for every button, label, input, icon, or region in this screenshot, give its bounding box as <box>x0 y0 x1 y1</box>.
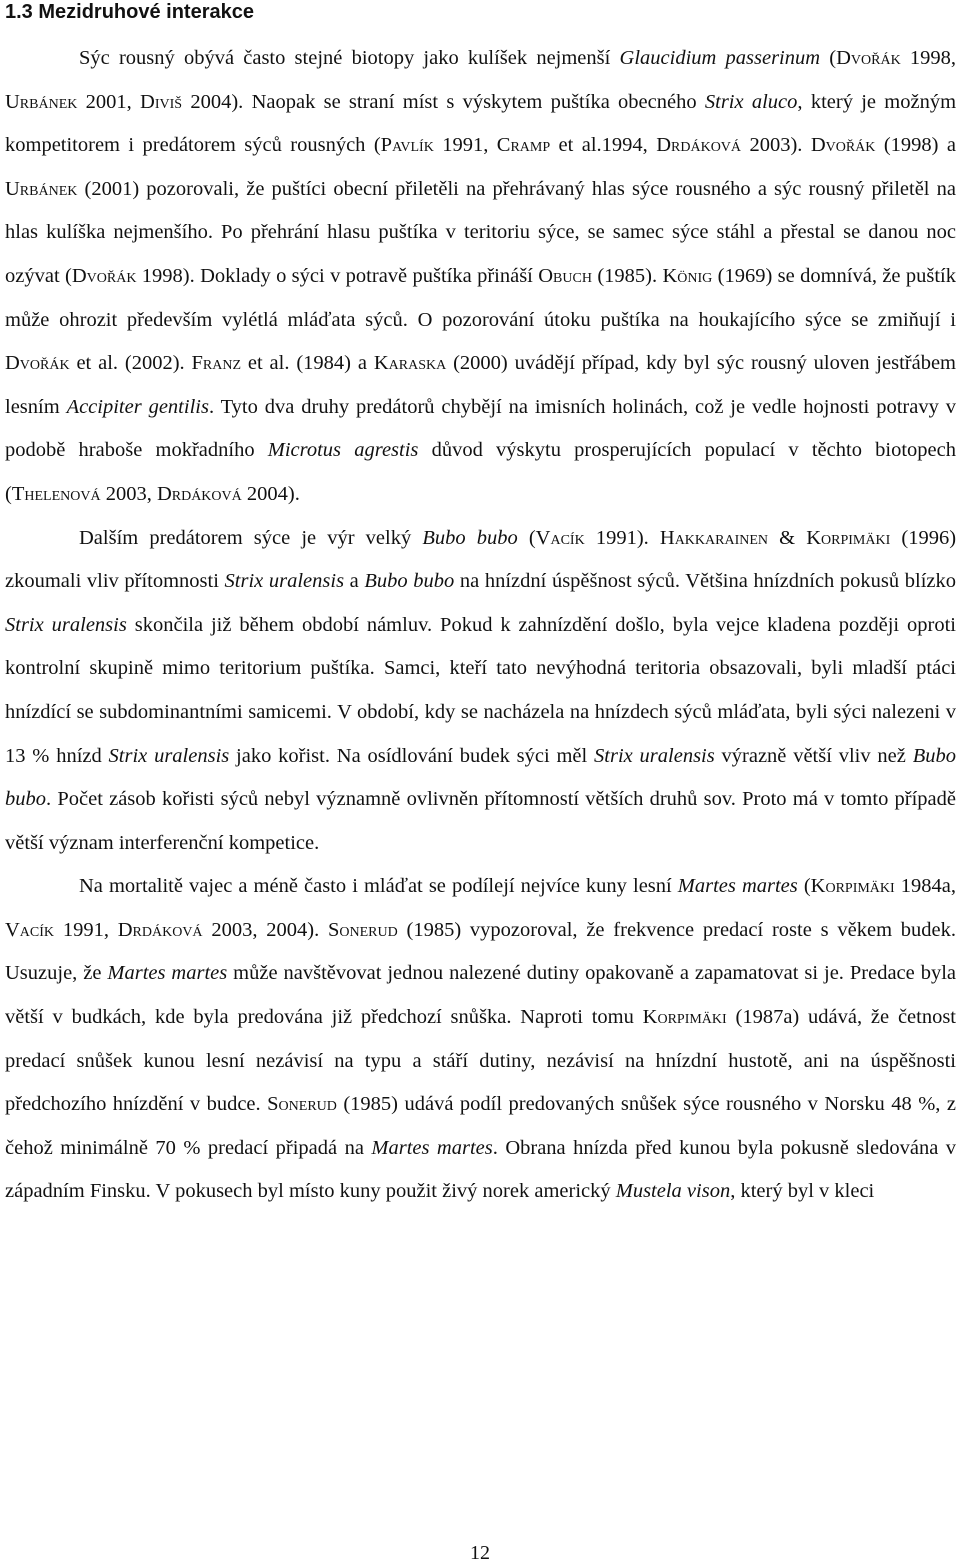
section-heading: 1.3 Mezidruhové interakce <box>5 1 254 23</box>
text-run: 2003, 2004). <box>202 918 328 941</box>
text-run: & <box>768 526 807 549</box>
text-run: Sýc rousný obývá často stejné biotopy jako kulíšek nejmenší <box>79 47 620 69</box>
author-name: Drdáková <box>117 918 203 941</box>
species-name: Strix uralensis <box>108 744 230 767</box>
author-name: Sonerud <box>327 918 398 941</box>
author-name: Obuch <box>538 264 592 287</box>
text-run: ( <box>517 526 536 549</box>
text-run: 1998, <box>900 47 957 69</box>
text-run: . Obrana hnízda před kunou byla pokusně sledována v západním Finsku. V pokusech byl místo kuny použit živý norek americký <box>5 1136 956 1203</box>
text-run: (1985). <box>591 264 663 287</box>
text-run: může navštěvovat jednou nalezené dutiny opakovaně a zapamatovat si je. Predace byla větší v budkách, kde byla predována již předchozí snůška. Naproti tomu <box>5 962 956 1029</box>
text-run: důvod výskytu prosperujících populací v těchto biotopech ( <box>5 439 956 505</box>
author-name: Franz <box>191 352 242 375</box>
text-run: 1991). <box>584 526 660 549</box>
text-run: ( <box>820 47 837 69</box>
species-name: Strix uralensis <box>5 613 127 636</box>
author-name: Pavlík <box>380 134 434 157</box>
species-name: Bubo bubo <box>422 526 518 549</box>
author-name: Korpimäki <box>642 1006 727 1029</box>
text-run: skončila již během období námluv. Pokud k zahnízdění došlo, byla vejce kladena později oproti kontrolní skupině mimo teritorium puštíka. Samci, kteří tato nevýhodná teritoria obsazovali, byli mladší ptáci hnízdící se subdominantními samicemi. V období, kdy se nacházela na hnízdech sýců mláďata, byli sýci nalezeni v 13 % hnízd <box>5 613 956 767</box>
text-run: , který byl v kleci <box>730 1180 875 1203</box>
text-run: Na mortalitě vajec a méně často i mláďat se podílejí nejvíce kuny lesní <box>79 875 678 898</box>
author-name: Drdáková <box>156 482 242 505</box>
text-run: výrazně větší vliv než <box>714 744 913 767</box>
text-run: et al. (1984) a <box>241 352 374 375</box>
text-run: , který je možným kompetitorem i predátorem sýců rousných ( <box>5 90 957 157</box>
text-run: . Počet zásob kořisti sýců nebyl významně ovlivněn přítomností větších druhů sov. Proto má v tomto případě větší význam interferenční kompetice. <box>5 788 956 854</box>
text-run: et al. (2002). <box>69 352 192 375</box>
species-name: Microtus agrestis <box>267 439 419 462</box>
text-run: a <box>344 570 365 593</box>
text-run: (1985) udává podíl predovaných snůšek sýce rousného v Norsku 48 %, z čehož minimálně 70 % predací připadá na <box>5 1093 956 1159</box>
text-run: 2003). <box>741 134 811 157</box>
text-run: Dalším predátorem sýce je výr velký <box>79 526 423 549</box>
species-name: Martes martes <box>371 1136 493 1159</box>
species-name: Martes martes <box>107 962 228 985</box>
text-run: (1998) a <box>875 134 956 157</box>
page-number: 12 <box>470 1542 490 1564</box>
author-name: Vacík <box>535 526 585 549</box>
text-run: 2001, <box>77 90 141 113</box>
text-run: et al.1994, <box>550 134 657 157</box>
text-run: 2004). <box>241 482 300 505</box>
text-run: (2001) pozorovali, že puštíci obecní přiletěli na přehrávaný hlas sýce rousného a sýc rousný přiletěl na hlas kulíška nejmenšího. Po přehrání hlasu puštíka v teritoriu sýce, se samec sýce stáhl a přestal se danou noc ozývat ( <box>5 177 956 287</box>
species-name: Accipiter gentilis <box>66 395 209 418</box>
author-name: König <box>662 264 713 287</box>
author-name: Korpimäki <box>810 875 895 898</box>
author-name: Dvořák <box>810 134 876 157</box>
author-name: Korpimäki <box>806 526 891 549</box>
text-run: 1991, <box>54 918 118 941</box>
author-name: Vacík <box>5 918 55 941</box>
author-name: Sonerud <box>267 1093 337 1116</box>
text-run: (1996) zkoumali vliv přítomnosti <box>5 526 957 593</box>
text-run: (1985) vypozoroval, že frekvence predací roste s věkem budek. Usuzuje, že <box>5 918 957 985</box>
species-name: Strix uralensis <box>594 744 715 767</box>
paragraph <box>5 865 956 1214</box>
species-name: Mustela vison <box>615 1180 731 1203</box>
text-run: 1984a, <box>894 875 956 898</box>
author-name: Urbánek <box>5 177 78 200</box>
author-name: Diviš <box>140 90 183 113</box>
text-run: . Tyto dva druhy predátorů chybějí na imisních holinách, což je vedle hojnosti potravy v podobě hraboše mokřadního <box>5 395 956 462</box>
species-name: Bubo bubo <box>5 744 956 811</box>
species-name: Strix aluco <box>704 90 798 113</box>
species-name: Glaucidium passerinum <box>619 47 821 69</box>
text-run: 1991, <box>433 134 497 157</box>
species-name: Strix uralensis <box>224 570 345 593</box>
author-name: Dvořák <box>836 47 901 69</box>
species-name: Martes martes <box>677 875 798 898</box>
text-run: 1998). Doklady o sýci v potravě puštíka přináší <box>136 264 539 287</box>
author-name: Drdáková <box>656 134 742 157</box>
text-run: 2004). Naopak se straní míst s výskytem puštíka obecného <box>182 90 705 113</box>
text-run: 2003, <box>100 482 157 505</box>
author-name: Karaska <box>373 352 447 375</box>
text-run: (1969) se domnívá, že puštík může ohrozit především vylétlá mláďata sýců. O pozorování útoku puštíka na houkajícího sýce se zmiňují i <box>5 264 956 331</box>
paragraph <box>5 37 956 517</box>
species-name: Bubo bubo <box>364 570 455 593</box>
author-name: Thelenová <box>11 482 101 505</box>
text-run: (2000) uvádějí případ, kdy byl sýc rousný uloven jestřábem lesním <box>5 352 956 418</box>
author-name: Hakkarainen <box>659 526 769 549</box>
author-name: Dvořák <box>5 352 70 375</box>
text-run: ( <box>797 875 811 898</box>
text-run: na hnízdní úspěšnost sýců. Většina hnízdních pokusů blízko <box>454 570 956 593</box>
author-name: Urbánek <box>5 90 78 113</box>
text-run: (1987a) udává, že četnost predací snůšek kunou lesní nezávisí na typu a stáří dutiny, nezávisí na hnízdní hustotě, ani na úspěšnosti předchozího hnízdění v budce. <box>5 1006 957 1116</box>
text-run: jako kořist. Na osídlování budek sýci měl <box>229 744 595 767</box>
paragraph <box>5 517 956 866</box>
author-name: Dvořák <box>71 264 137 287</box>
author-name: Cramp <box>496 134 551 157</box>
